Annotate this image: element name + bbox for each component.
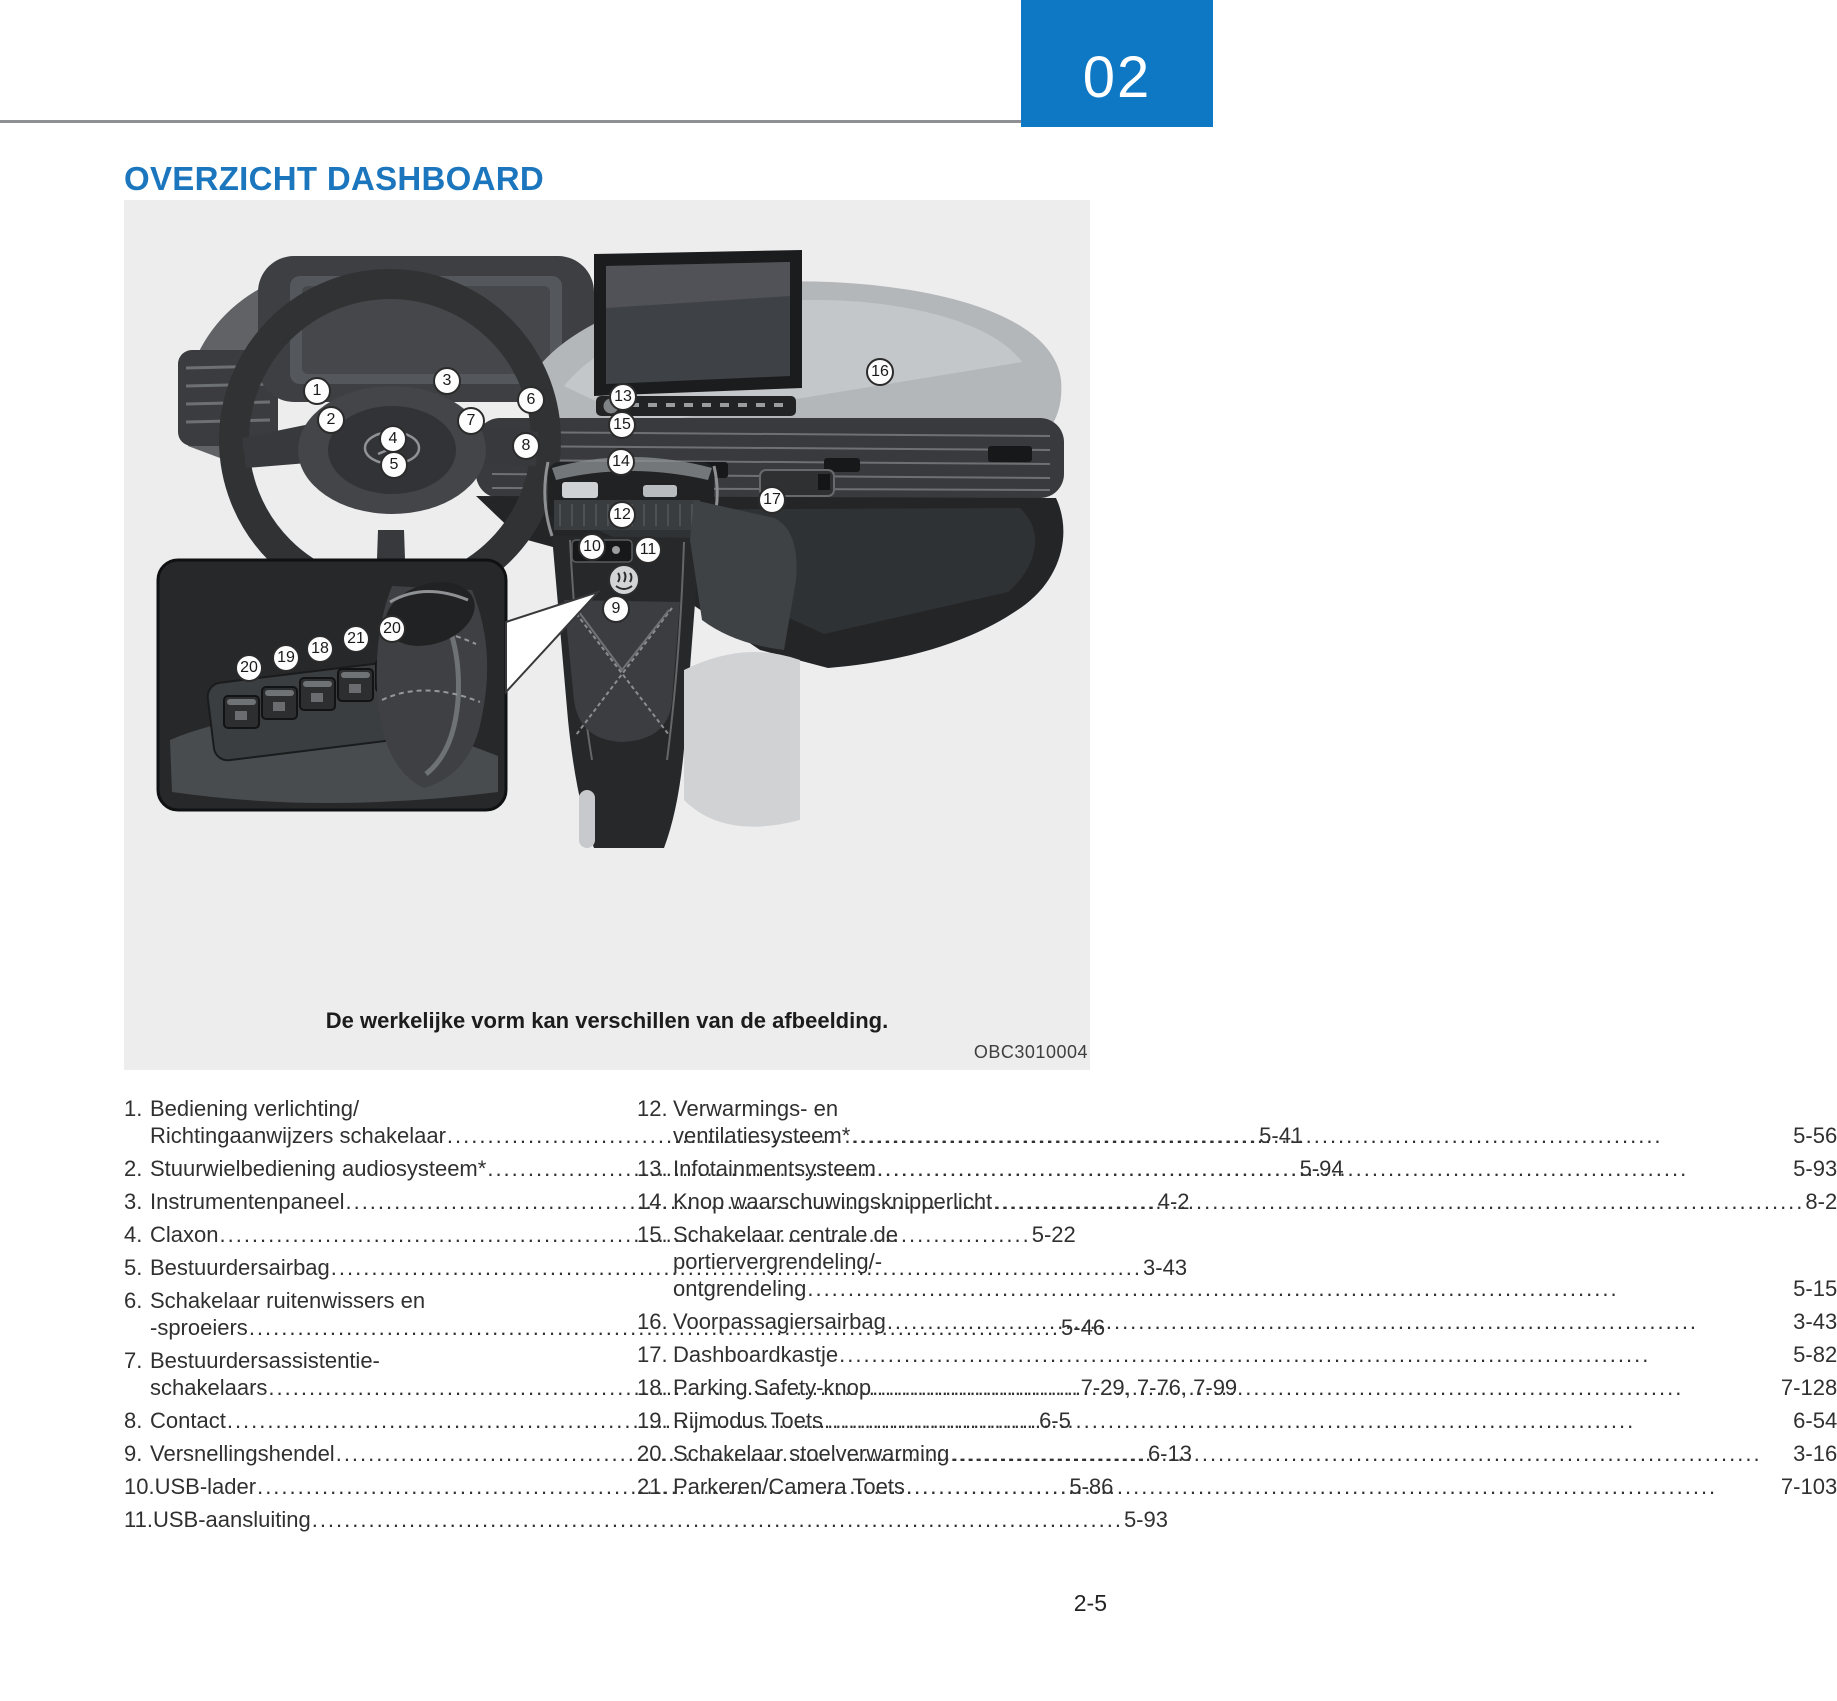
toc-item-line: Schakelaar ruitenwissers en bbox=[150, 1288, 426, 1313]
toc-item-body bbox=[673, 1374, 1837, 1401]
toc-item-label: Claxon bbox=[150, 1222, 219, 1247]
toc-item-lastline bbox=[673, 1440, 1837, 1467]
toc-page-reference: 6-13 bbox=[1147, 1441, 1192, 1466]
toc-page-reference: 3-43 bbox=[1793, 1309, 1837, 1334]
callout-2: 2 bbox=[317, 406, 345, 434]
callout-4: 4 bbox=[379, 425, 407, 453]
toc-item-number: 20. bbox=[637, 1441, 668, 1466]
toc-item-label: Bestuurdersairbag bbox=[150, 1255, 330, 1280]
toc-page-reference: 5-15 bbox=[1793, 1276, 1837, 1301]
toc-item-19 bbox=[637, 1407, 1837, 1434]
toc-item-16 bbox=[637, 1308, 1837, 1335]
toc-item-number: 17. bbox=[637, 1342, 668, 1367]
callout-15: 15 bbox=[608, 411, 636, 439]
toc-item-body bbox=[673, 1440, 1837, 1467]
toc-page-reference: 5-94 bbox=[1299, 1156, 1344, 1181]
toc-dot-leader bbox=[872, 1374, 1780, 1401]
toc-item-number: 12. bbox=[637, 1096, 668, 1121]
toc-item-15 bbox=[637, 1221, 1837, 1302]
toc-item-line: Bestuurdersassistentie- bbox=[150, 1348, 380, 1373]
header-rule bbox=[0, 120, 1021, 123]
toc-item-number: 9. bbox=[124, 1441, 143, 1466]
toc-page-reference: 4-2 bbox=[1157, 1189, 1190, 1214]
toc-item-number: 16. bbox=[637, 1309, 668, 1334]
toc-column-right bbox=[637, 1095, 1837, 1539]
toc-page-reference: 5-56 bbox=[1793, 1123, 1837, 1148]
toc-dot-leader bbox=[877, 1155, 1792, 1182]
figure-caption: De werkelijke vorm kan verschillen van de afbeelding. bbox=[325, 1008, 889, 1033]
toc-item-label: -sproeiers bbox=[150, 1315, 248, 1340]
toc-item-number: 14. bbox=[637, 1189, 668, 1214]
toc-dot-leader bbox=[824, 1407, 1792, 1434]
toc-item-12 bbox=[637, 1095, 1837, 1149]
toc-page-reference: 7-29, 7-76, 7-99 bbox=[1080, 1375, 1238, 1400]
toc-item-number: 13. bbox=[637, 1156, 668, 1181]
toc-item-lastline bbox=[673, 1374, 1837, 1401]
callout-20: 20 bbox=[378, 615, 406, 643]
toc-dot-leader bbox=[839, 1341, 1792, 1368]
callout-19: 19 bbox=[272, 644, 300, 672]
toc-item-line: portiervergrendeling/- bbox=[673, 1249, 883, 1274]
callout-21: 21 bbox=[342, 625, 370, 653]
toc-item-number: 6. bbox=[124, 1288, 143, 1313]
toc-item-number: 18. bbox=[637, 1375, 668, 1400]
toc-page-reference: 5-46 bbox=[1061, 1315, 1106, 1340]
toc-item-lastline bbox=[673, 1122, 1837, 1149]
toc-item-label: Schakelaar stoelverwarming bbox=[673, 1441, 950, 1466]
callout-18: 18 bbox=[306, 635, 334, 663]
toc-item-number: 15. bbox=[637, 1222, 668, 1247]
toc-item-label: ventilatiesysteem* bbox=[673, 1123, 851, 1148]
callout-7: 7 bbox=[457, 407, 485, 435]
toc-item-lastline bbox=[152, 1506, 1168, 1533]
callout-10: 10 bbox=[578, 533, 606, 561]
parts-index bbox=[124, 1095, 1837, 1539]
toc-item-label: schakelaars bbox=[150, 1375, 268, 1400]
toc-item-label: Contact bbox=[150, 1408, 226, 1433]
toc-item-lastline bbox=[673, 1275, 1837, 1302]
toc-item-line: Verwarmings- en bbox=[673, 1096, 839, 1121]
toc-item-body bbox=[673, 1473, 1837, 1500]
callout-14: 14 bbox=[607, 448, 635, 476]
toc-item-number: 2. bbox=[124, 1156, 143, 1181]
toc-page-reference: 7-128 bbox=[1780, 1375, 1837, 1400]
callout-11: 11 bbox=[634, 536, 662, 564]
toc-item-body bbox=[673, 1188, 1837, 1215]
callout-9: 9 bbox=[602, 595, 630, 623]
page-title: OVERZICHT DASHBOARD bbox=[124, 160, 545, 198]
toc-item-label: USB-lader bbox=[154, 1474, 257, 1499]
toc-item-body bbox=[673, 1407, 1837, 1434]
toc-item-line: Schakelaar centrale de bbox=[673, 1222, 899, 1247]
toc-item-body bbox=[673, 1341, 1837, 1368]
toc-item-20 bbox=[637, 1440, 1837, 1467]
callout-17: 17 bbox=[758, 486, 786, 514]
toc-item-lastline bbox=[673, 1407, 1837, 1434]
toc-item-line: Bediening verlichting/ bbox=[150, 1096, 360, 1121]
toc-item-label: USB-aansluiting bbox=[152, 1507, 311, 1532]
toc-item-label: Richtingaanwijzers schakelaar bbox=[150, 1123, 446, 1148]
chapter-badge: 02 bbox=[1021, 0, 1213, 127]
toc-item-label: Infotainmentsysteem bbox=[673, 1156, 876, 1181]
toc-dot-leader bbox=[851, 1122, 1792, 1149]
toc-page-reference: 5-93 bbox=[1123, 1507, 1168, 1532]
toc-item-lastline bbox=[673, 1308, 1837, 1335]
toc-page-reference: 5-82 bbox=[1793, 1342, 1837, 1367]
callout-5: 5 bbox=[380, 451, 408, 479]
toc-item-label: Stuurwielbediening audiosysteem* bbox=[150, 1156, 487, 1181]
callout-3: 3 bbox=[433, 367, 461, 395]
toc-item-label: Parkeren/Camera Toets bbox=[673, 1474, 905, 1499]
toc-item-label: Knop waarschuwingsknipperlicht bbox=[673, 1189, 993, 1214]
toc-item-number: 7. bbox=[124, 1348, 143, 1373]
toc-page-reference: 5-22 bbox=[1031, 1222, 1076, 1247]
toc-page-reference: 5-93 bbox=[1793, 1156, 1837, 1181]
toc-item-label: Rijmodus Toets bbox=[673, 1408, 823, 1433]
toc-item-lastline bbox=[673, 1155, 1837, 1182]
dashboard-figure bbox=[124, 200, 1090, 1070]
callout-8: 8 bbox=[512, 432, 540, 460]
toc-item-body bbox=[673, 1155, 1837, 1182]
toc-item-body bbox=[673, 1308, 1837, 1335]
toc-item-number: 4. bbox=[124, 1222, 143, 1247]
toc-item-number: 10. bbox=[124, 1474, 155, 1499]
toc-item-number: 5. bbox=[124, 1255, 143, 1280]
toc-item-number: 8. bbox=[124, 1408, 143, 1433]
toc-item-14 bbox=[637, 1188, 1837, 1215]
toc-item-18 bbox=[637, 1374, 1837, 1401]
toc-dot-leader bbox=[906, 1473, 1780, 1500]
toc-item-body bbox=[152, 1506, 1168, 1533]
toc-item-21 bbox=[637, 1473, 1837, 1500]
toc-item-number: 21. bbox=[637, 1474, 668, 1499]
toc-item-label: ontgrendeling bbox=[673, 1276, 807, 1301]
toc-page-reference: 3-16 bbox=[1793, 1441, 1837, 1466]
toc-dot-leader bbox=[807, 1275, 1792, 1302]
toc-item-13 bbox=[637, 1155, 1837, 1182]
toc-page-reference: 8-2 bbox=[1805, 1189, 1837, 1214]
toc-item-label: Voorpassagiersairbag bbox=[673, 1309, 886, 1334]
toc-item-label: Parking Safety-knop bbox=[673, 1375, 872, 1400]
toc-item-label: Dashboardkastje bbox=[673, 1342, 839, 1367]
toc-page-reference: 6-54 bbox=[1793, 1408, 1837, 1433]
toc-item-number: 1. bbox=[124, 1096, 143, 1121]
toc-item-number: 3. bbox=[124, 1189, 143, 1214]
dashboard-illustration bbox=[124, 200, 1090, 1070]
toc-page-reference: 7-103 bbox=[1780, 1474, 1837, 1499]
page-number: 2-5 bbox=[1073, 1590, 1107, 1616]
toc-item-label: Instrumentenpaneel bbox=[150, 1189, 345, 1214]
toc-item-number: 19. bbox=[637, 1408, 668, 1433]
callout-12: 12 bbox=[608, 501, 636, 529]
toc-item-lastline bbox=[673, 1473, 1837, 1500]
toc-dot-leader bbox=[887, 1308, 1792, 1335]
figure-image-code: OBC3010004 bbox=[973, 1042, 1088, 1062]
toc-page-reference: 6-5 bbox=[1039, 1408, 1071, 1433]
callout-1: 1 bbox=[303, 377, 331, 405]
toc-page-reference: 3-43 bbox=[1143, 1255, 1188, 1280]
toc-item-17 bbox=[637, 1341, 1837, 1368]
toc-item-label: Versnellingshendel bbox=[150, 1441, 335, 1466]
callout-6: 6 bbox=[517, 386, 545, 414]
callout-13: 13 bbox=[609, 383, 637, 411]
toc-page-reference: 5-86 bbox=[1069, 1474, 1114, 1499]
callout-20: 20 bbox=[235, 654, 263, 682]
toc-item-lastline bbox=[673, 1188, 1837, 1215]
toc-item-body bbox=[673, 1221, 1837, 1302]
toc-dot-leader bbox=[950, 1440, 1792, 1467]
callout-16: 16 bbox=[866, 358, 894, 386]
toc-item-lastline bbox=[673, 1341, 1837, 1368]
toc-item-body bbox=[673, 1095, 1837, 1149]
toc-page-reference: 5-41 bbox=[1259, 1123, 1304, 1148]
toc-item-11 bbox=[124, 1506, 1168, 1533]
toc-dot-leader bbox=[993, 1188, 1804, 1215]
toc-item-number: 11. bbox=[124, 1507, 153, 1532]
